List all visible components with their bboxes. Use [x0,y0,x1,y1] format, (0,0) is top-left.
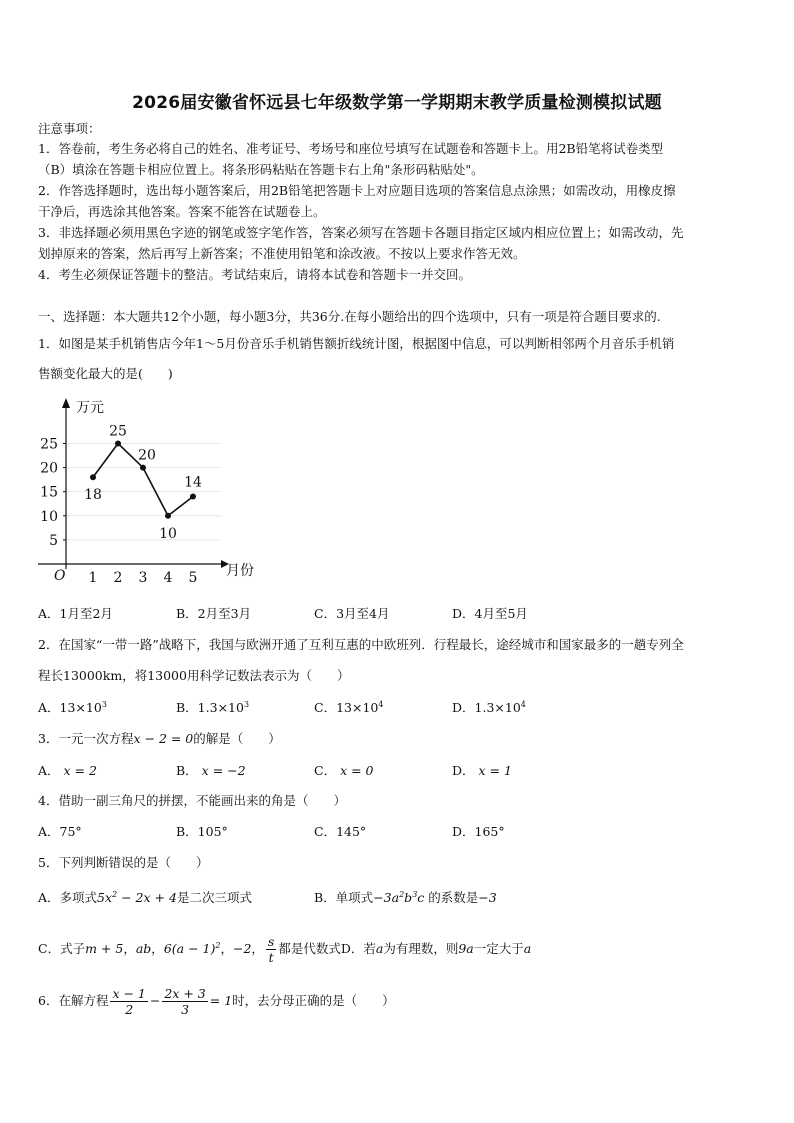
data-point [165,513,171,519]
section-heading: 一、选择题：本大题共12个小题，每小题3分，共36分.在每小题给出的四个选项中，只有一项是符合题目要求的. [38,309,661,324]
y-tick-labels [40,436,58,548]
q5-stem: 5．下列判断错误的是（ ） [38,855,209,870]
notice-line: 3．非选择题必须用黑色字迹的钢笔或签字笔作答，答案必须写在答题卡各题目指定区域内相应位置上；如需改动，先 [38,225,684,240]
q5-option-b[interactable]: B．单项式$-3a^2b^3c$ 的系数是−3 [314,889,497,905]
data-label: 18 [84,487,102,504]
x-tick-labels [89,570,198,586]
q3-option-b[interactable]: B． x = −2 [176,763,246,778]
q2-stem: 2．在国家“一带一路”战略下，我国与欧洲开通了互利互惠的中欧班列．行程最长，途经城市和国家最多的一趟专列全 [38,637,684,652]
origin-label: O [54,568,66,584]
q4-option-c[interactable]: C．145° [314,824,367,839]
notice-line: （B）填涂在答题卡相应位置上。将条形码粘贴在答题卡右上角"条形码粘贴处"。 [38,162,484,177]
page-title: 2026届安徽省怀远县七年级数学第一学期期末教学质量检测模拟试题 [132,93,662,113]
data-label: 20 [138,447,156,464]
y-tick-label: 20 [40,460,58,477]
x-tick-label: 2 [113,570,123,586]
q3-option-a[interactable]: A． x = 2 [38,763,97,778]
y-tick-label: 15 [40,484,58,501]
data-label: 14 [184,474,202,491]
q3-option-d[interactable]: D． x = 1 [452,763,512,778]
q2-option-c[interactable]: C．$13\times 10^4$ [314,699,384,715]
notice-line: 4．考生必须保证答题卡的整洁。考试结束后，请将本试卷和答题卡一并交回。 [38,267,471,282]
notice-line: 1．答卷前，考生务必将自己的姓名、准考证号、考场号和座位号填写在试题卷和答题卡上。用2B铅笔将试卷类型 [38,141,664,156]
notice-line: 干净后，再选涂其他答案。答案不能答在试题卷上。 [38,204,326,219]
q3-option-c[interactable]: C． x = 0 [314,763,374,778]
q3-stem: 3．一元一次方程x − 2 = 0的解是（ ） [38,731,281,746]
notice-line: 2．作答选择题时，选出每小题答案后，用2B铅笔把答题卡上对应题目选项的答案信息点涂黑；如需改动，用橡皮擦 [38,183,676,198]
q1-option-b[interactable]: B．2月至3月 [176,606,252,621]
x-tick-label: 3 [138,570,148,586]
x-tick-label: 5 [188,570,198,586]
q2-option-d[interactable]: D．$1.3\times 10^4$ [452,699,526,715]
data-label: 10 [159,525,177,542]
y-axis-label: 万元 [76,400,104,416]
q4-option-a[interactable]: A．75° [38,824,82,839]
q5-option-a[interactable]: A．多项式$5x^2 - 2x + 4$是二次三项式 [38,889,252,905]
data-label: 25 [109,423,127,440]
q5-option-d[interactable]: D．若a为有理数，则9a一定大于a [340,941,532,956]
y-tick-label: 25 [40,436,58,453]
notice-heading: 注意事项： [38,121,101,136]
y-axis-arrow [62,398,70,408]
q4-option-d[interactable]: D．165° [452,824,505,839]
q2-stem-cont: 程长13000km，将13000用科学记数法表示为（ ） [38,668,350,683]
sales-line-chart [36,392,276,592]
notice-line: 划掉原来的答案，然后再写上新答案；不准使用铅笔和涂改液。不按以上要求作答无效。 [38,246,526,261]
x-tick-label: 4 [163,570,173,586]
x-axis-label: 月份 [226,563,254,579]
q4-stem: 4．借助一副三角尺的拼摆，不能画出来的角是（ ） [38,793,346,808]
data-point [115,440,121,446]
q1-stem-cont: 售额变化最大的是( ) [38,366,173,381]
q2-option-a[interactable]: A．$13\times 10^3$ [38,699,107,715]
q1-option-c[interactable]: C．3月至4月 [314,606,390,621]
q1-stem: 1．如图是某手机销售店今年1～5月份音乐手机销售额折线统计图，根据图中信息，可以判断相邻两个月音乐手机销 [38,336,675,351]
q5-option-c[interactable]: C．式子m + 5，ab，$6(a - 1)^2$，−2， $\frac{s}{t}$ 都是代数式D．若a为有理数，则9a一定大于a [38,934,532,965]
data-point [90,474,96,480]
q4-option-b[interactable]: B．105° [176,824,228,839]
x-tick-label: 1 [88,570,98,586]
q2-option-b[interactable]: B．$1.3\times 10^3$ [176,699,250,715]
q1-option-a[interactable]: A．1月至2月 [38,606,113,621]
data-point [190,494,196,500]
data-labels [84,423,202,541]
data-point [140,465,146,471]
q6-stem: 6．在解方程 $\frac{x - 1}{2}$ − $\frac{2x + 3}{3}$ = 1时，去分母正确的是（ ） [38,986,395,1017]
y-tick-label: 10 [40,508,58,525]
y-tick-label: 5 [49,532,58,549]
q1-option-d[interactable]: D．4月至5月 [452,606,528,621]
